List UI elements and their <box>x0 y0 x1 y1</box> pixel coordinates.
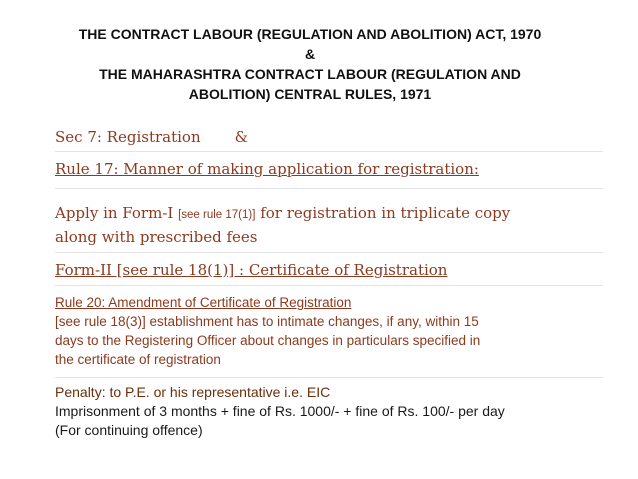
apply-text-line-2: along with prescribed fees <box>55 228 258 246</box>
penalty-line-1: Penalty: to P.E. or his representative i.e. EIC <box>55 384 331 400</box>
penalty-line-2: Imprisonment of 3 months + fine of Rs. 1000/- + fine of Rs. 100/- per day <box>55 403 505 419</box>
divider <box>55 151 603 152</box>
apply-text-pre: Apply in Form-I <box>55 204 179 222</box>
rule-20-line-2: days to the Registering Officer about changes in particulars specified in <box>55 333 481 348</box>
penalty-line-3: (For continuing offence) <box>55 422 203 438</box>
rule-20-block <box>55 293 618 369</box>
divider <box>55 188 603 189</box>
rule-20-heading: Rule 20: Amendment of Certificate of Registration <box>55 295 352 310</box>
title-line-4: ABOLITION) CENTRAL RULES, 1971 <box>188 86 432 102</box>
rule-20-line-1: [see rule 18(3)] establishment has to intimate changes, if any, within 15 <box>55 314 479 329</box>
apply-text-post: for registration in triplicate copy <box>255 204 511 222</box>
apply-paragraph <box>55 202 618 248</box>
penalty-block <box>55 383 618 440</box>
divider <box>55 377 603 378</box>
section-7-ampersand: & <box>234 128 248 146</box>
rule-17-label: Rule 17: Manner of making application for registration: <box>55 160 479 178</box>
apply-rule-reference: [see rule 17(1)] <box>178 209 256 221</box>
divider <box>55 252 603 253</box>
title-line-1: THE CONTRACT LABOUR (REGULATION AND ABOLITION) ACT, 1970 <box>78 26 542 42</box>
section-7-heading <box>55 128 618 146</box>
section-7-label: Sec 7: Registration <box>55 128 201 146</box>
rule-20-line-3: the certificate of registration <box>55 352 221 367</box>
divider <box>55 285 603 286</box>
slide-title <box>40 24 580 104</box>
rule-17-heading <box>55 160 618 178</box>
title-line-2: & <box>304 46 316 62</box>
form-2-heading <box>55 261 618 279</box>
title-line-3: THE MAHARASHTRA CONTRACT LABOUR (REGULATION AND <box>99 66 521 82</box>
form-2-label: Form-II [see rule 18(1)] : Certificate of Registration <box>55 261 448 279</box>
